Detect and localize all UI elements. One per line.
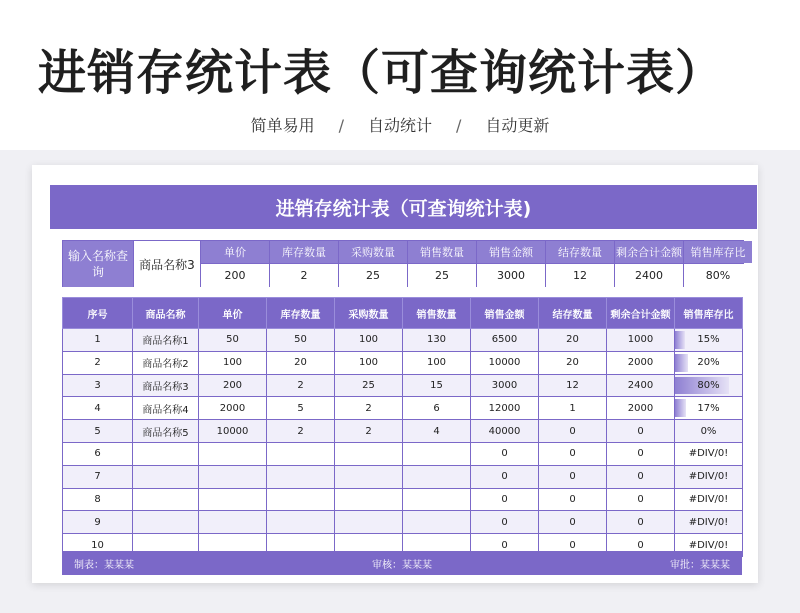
table-cell[interactable] <box>133 488 199 511</box>
table-cell[interactable]: 4 <box>403 420 471 443</box>
subtitle-separator: / <box>456 116 462 135</box>
approver-label: 审批：某某某 <box>670 559 730 571</box>
table-cell[interactable]: 0 <box>539 465 607 488</box>
column-header[interactable]: 销售库存比 <box>675 298 743 329</box>
table-cell[interactable] <box>335 511 403 534</box>
table-cell[interactable]: 15 <box>403 374 471 397</box>
table-cell[interactable] <box>403 442 471 465</box>
table-row <box>63 442 743 465</box>
table-cell[interactable]: 6 <box>403 397 471 420</box>
sheet-footer <box>62 551 742 575</box>
table-cell[interactable]: 100 <box>199 351 267 374</box>
column-header[interactable]: 序号 <box>63 298 133 329</box>
table-cell[interactable] <box>675 374 743 397</box>
table-cell[interactable]: 0 <box>607 465 675 488</box>
table-cell[interactable]: 0 <box>607 420 675 443</box>
table-cell[interactable]: 2 <box>335 420 403 443</box>
table-cell[interactable]: 7 <box>63 465 133 488</box>
table-cell[interactable]: 1 <box>539 397 607 420</box>
table-cell[interactable] <box>199 442 267 465</box>
query-result-cell: 2400 <box>615 264 683 287</box>
table-cell[interactable] <box>403 488 471 511</box>
table-cell[interactable]: 3000 <box>471 374 539 397</box>
column-header[interactable]: 库存数量 <box>267 298 335 329</box>
reviewer-label: 审核：某某某 <box>372 559 432 571</box>
table-cell[interactable]: 6 <box>63 442 133 465</box>
table-cell[interactable] <box>199 511 267 534</box>
table-cell[interactable]: 0 <box>539 534 607 557</box>
ratio-value: #DIV/0! <box>688 516 729 528</box>
table-cell[interactable] <box>133 442 199 465</box>
query-header-cell: 单价 <box>201 241 269 263</box>
table-cell[interactable]: 100 <box>403 351 471 374</box>
ratio-bar <box>675 331 685 349</box>
table-cell[interactable] <box>199 488 267 511</box>
table-cell[interactable]: 商品名称4 <box>133 397 199 420</box>
table-header-row <box>63 298 743 329</box>
ratio-value: #DIV/0! <box>688 448 729 460</box>
ratio-value: 17% <box>697 402 720 414</box>
page-title: 进销存统计表（可查询统计表） <box>38 45 725 101</box>
table-cell[interactable]: 50 <box>199 329 267 352</box>
query-header-cell: 销售数量 <box>408 241 476 263</box>
table-cell[interactable] <box>133 511 199 534</box>
query-input[interactable]: 商品名称3 <box>134 241 200 287</box>
table-cell[interactable] <box>335 442 403 465</box>
table-cell[interactable]: 20 <box>267 351 335 374</box>
table-cell[interactable]: 商品名称1 <box>133 329 199 352</box>
table-cell[interactable]: 200 <box>199 374 267 397</box>
query-result-cell: 25 <box>408 264 476 287</box>
table-cell[interactable]: 2 <box>267 374 335 397</box>
ratio-bar <box>675 399 686 417</box>
table-cell[interactable]: 2000 <box>199 397 267 420</box>
query-result-cell: 200 <box>201 264 269 287</box>
table-cell[interactable]: 12 <box>539 374 607 397</box>
table-cell[interactable]: 商品名称3 <box>133 374 199 397</box>
table-cell[interactable]: 10000 <box>199 420 267 443</box>
column-header[interactable]: 商品名称 <box>133 298 199 329</box>
table-cell[interactable]: 0 <box>471 511 539 534</box>
table-row <box>63 329 743 352</box>
table-cell[interactable]: 40000 <box>471 420 539 443</box>
table-cell[interactable]: 商品名称2 <box>133 351 199 374</box>
query-result-cell: 80% <box>684 264 752 287</box>
table-cell[interactable]: 4 <box>63 397 133 420</box>
table-cell[interactable] <box>267 442 335 465</box>
subtitle-item: 自动更新 <box>485 116 550 135</box>
table-cell[interactable]: 0 <box>607 442 675 465</box>
table-row <box>63 374 743 397</box>
ratio-value: #DIV/0! <box>688 539 729 551</box>
table-cell[interactable]: 25 <box>335 374 403 397</box>
table-cell[interactable]: 3 <box>63 374 133 397</box>
table-cell[interactable]: 0 <box>539 420 607 443</box>
query-header-cell: 采购数量 <box>339 241 407 263</box>
column-header[interactable]: 销售金额 <box>471 298 539 329</box>
table-cell[interactable]: 2000 <box>607 397 675 420</box>
column-header[interactable]: 剩余合计金额 <box>607 298 675 329</box>
table-cell[interactable]: 5 <box>63 420 133 443</box>
ratio-value: 15% <box>697 334 720 346</box>
table-cell[interactable]: 1000 <box>607 329 675 352</box>
subtitle-item: 简单易用 <box>250 116 315 135</box>
table-cell[interactable]: 100 <box>335 329 403 352</box>
table-cell[interactable] <box>675 397 743 420</box>
ratio-value: 0% <box>700 425 717 437</box>
table-row <box>63 465 743 488</box>
table-cell[interactable] <box>335 488 403 511</box>
table-cell[interactable]: 0 <box>471 488 539 511</box>
table-cell[interactable] <box>267 488 335 511</box>
table-cell[interactable]: 50 <box>267 329 335 352</box>
table-cell[interactable]: 2 <box>267 420 335 443</box>
table-cell[interactable] <box>675 420 743 443</box>
table-cell[interactable]: 9 <box>63 511 133 534</box>
table-cell[interactable]: 12000 <box>471 397 539 420</box>
table-cell[interactable] <box>403 465 471 488</box>
table-cell[interactable]: 0 <box>607 511 675 534</box>
subtitle <box>0 113 800 136</box>
table-cell[interactable]: 6500 <box>471 329 539 352</box>
table-cell[interactable] <box>675 511 743 534</box>
table-cell[interactable] <box>267 465 335 488</box>
column-header[interactable]: 销售数量 <box>403 298 471 329</box>
table-cell[interactable]: 0 <box>471 442 539 465</box>
inventory-table <box>62 297 743 557</box>
table-cell[interactable] <box>133 465 199 488</box>
ratio-value: 80% <box>697 379 720 391</box>
ratio-value: 20% <box>697 357 720 369</box>
query-header-cell: 销售金额 <box>477 241 545 263</box>
table-cell[interactable]: 0 <box>539 488 607 511</box>
table-row <box>63 397 743 420</box>
query-label: 输入名称查询 <box>63 241 133 287</box>
table-cell[interactable]: 20 <box>539 351 607 374</box>
column-header[interactable]: 单价 <box>199 298 267 329</box>
query-header-cell: 库存数量 <box>270 241 338 263</box>
table-cell[interactable]: 0 <box>607 534 675 557</box>
table-cell[interactable]: 0 <box>471 534 539 557</box>
table-cell[interactable]: 2400 <box>607 374 675 397</box>
subtitle-item: 自动统计 <box>367 116 432 135</box>
table-row <box>63 420 743 443</box>
ratio-value: #DIV/0! <box>688 471 729 483</box>
query-result-cell: 12 <box>546 264 614 287</box>
query-header-cell: 销售库存比 <box>684 241 752 263</box>
table-cell[interactable] <box>675 329 743 352</box>
sheet-banner-title: 进销存统计表（可查询统计表) <box>50 185 757 229</box>
table-cell[interactable]: 20 <box>539 329 607 352</box>
table-cell[interactable] <box>199 465 267 488</box>
table-cell[interactable]: 商品名称5 <box>133 420 199 443</box>
table-row <box>63 351 743 374</box>
ratio-bar <box>675 354 688 372</box>
query-result-cell: 2 <box>270 264 338 287</box>
ratio-value: #DIV/0! <box>688 493 729 505</box>
table-cell[interactable]: 5 <box>267 397 335 420</box>
table-cell[interactable]: 0 <box>539 511 607 534</box>
table-cell[interactable]: 10 <box>63 534 133 557</box>
column-header[interactable]: 结存数量 <box>539 298 607 329</box>
table-cell[interactable] <box>675 465 743 488</box>
table-row <box>63 488 743 511</box>
table-cell[interactable]: 0 <box>607 488 675 511</box>
table-cell[interactable]: 130 <box>403 329 471 352</box>
column-header[interactable]: 采购数量 <box>335 298 403 329</box>
table-cell[interactable]: 10000 <box>471 351 539 374</box>
query-result-cell: 25 <box>339 264 407 287</box>
table-cell[interactable]: 100 <box>335 351 403 374</box>
table-cell[interactable]: 0 <box>471 465 539 488</box>
table-cell[interactable]: 2 <box>335 397 403 420</box>
table-cell[interactable] <box>675 442 743 465</box>
table-cell[interactable] <box>403 511 471 534</box>
query-result-cell: 3000 <box>477 264 545 287</box>
table-cell[interactable] <box>335 465 403 488</box>
table-cell[interactable]: 0 <box>539 442 607 465</box>
table-cell[interactable] <box>675 351 743 374</box>
subtitle-separator: / <box>338 116 344 135</box>
table-cell[interactable]: 2 <box>63 351 133 374</box>
table-cell[interactable] <box>675 488 743 511</box>
table-cell[interactable]: 1 <box>63 329 133 352</box>
table-cell[interactable]: 2000 <box>607 351 675 374</box>
table-cell[interactable] <box>267 511 335 534</box>
query-header-cell: 剩余合计金额 <box>615 241 683 263</box>
query-panel <box>62 240 744 287</box>
maker-label: 制表：某某某 <box>74 559 134 571</box>
table-row <box>63 511 743 534</box>
table-cell[interactable]: 8 <box>63 488 133 511</box>
query-header-cell: 结存数量 <box>546 241 614 263</box>
